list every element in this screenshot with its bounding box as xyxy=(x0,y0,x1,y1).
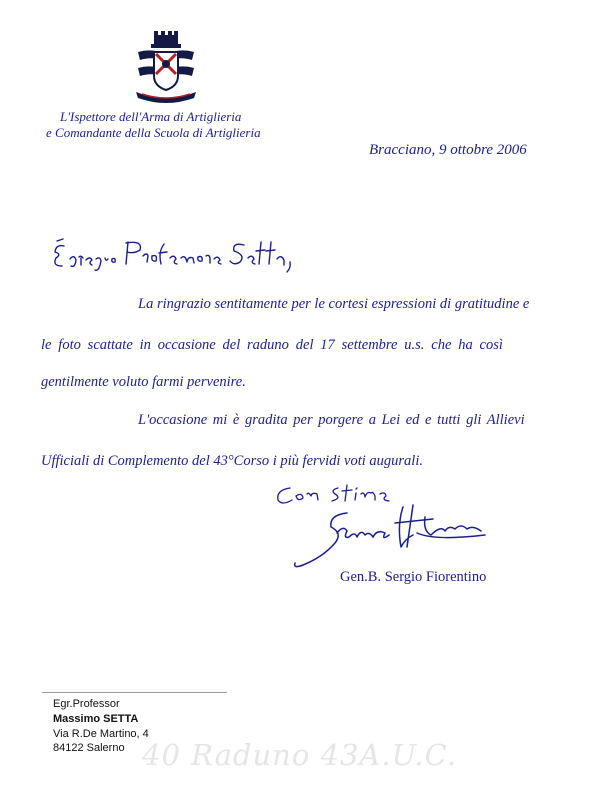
body-paragraph-1-line-3: gentilmente voluto farmi pervenire. xyxy=(41,374,246,390)
body-paragraph-1-line-2: le foto scattate in occasione del raduno del 17 settembre u.s. che ha così xyxy=(41,337,503,353)
letterhead-title: L'Ispettore dell'Arma di Artiglieria xyxy=(60,109,242,124)
recipient-salutation: Egr.Professor xyxy=(53,698,120,710)
handwritten-salutation xyxy=(48,232,298,280)
letterhead-subtitle: e Comandante della Scuola di Artiglieria xyxy=(46,125,261,140)
letter-date: Bracciano, 9 ottobre 2006 xyxy=(369,142,527,158)
watermark: 40 Raduno 43A.U.C. xyxy=(142,738,457,772)
artillery-crest-emblem xyxy=(134,30,198,104)
body-paragraph-2-line-2: Ufficiali di Complemento del 43°Corso i più fervidi voti augurali. xyxy=(41,453,423,469)
signer-name: Gen.B. Sergio Fiorentino xyxy=(340,569,487,585)
address-divider xyxy=(42,692,227,693)
handwritten-signature xyxy=(285,495,495,575)
body-paragraph-2-line-1: L'occasione mi è gradita per porgere a Lei ed e tutti gli Allievi xyxy=(138,412,525,428)
recipient-city: 84122 Salerno xyxy=(53,742,125,754)
recipient-street: Via R.De Martino, 4 xyxy=(53,728,149,740)
body-paragraph-1-line-1: La ringrazio sentitamente per le cortesi espressioni di gratitudine e xyxy=(138,296,530,312)
recipient-name: Massimo SETTA xyxy=(53,713,139,725)
